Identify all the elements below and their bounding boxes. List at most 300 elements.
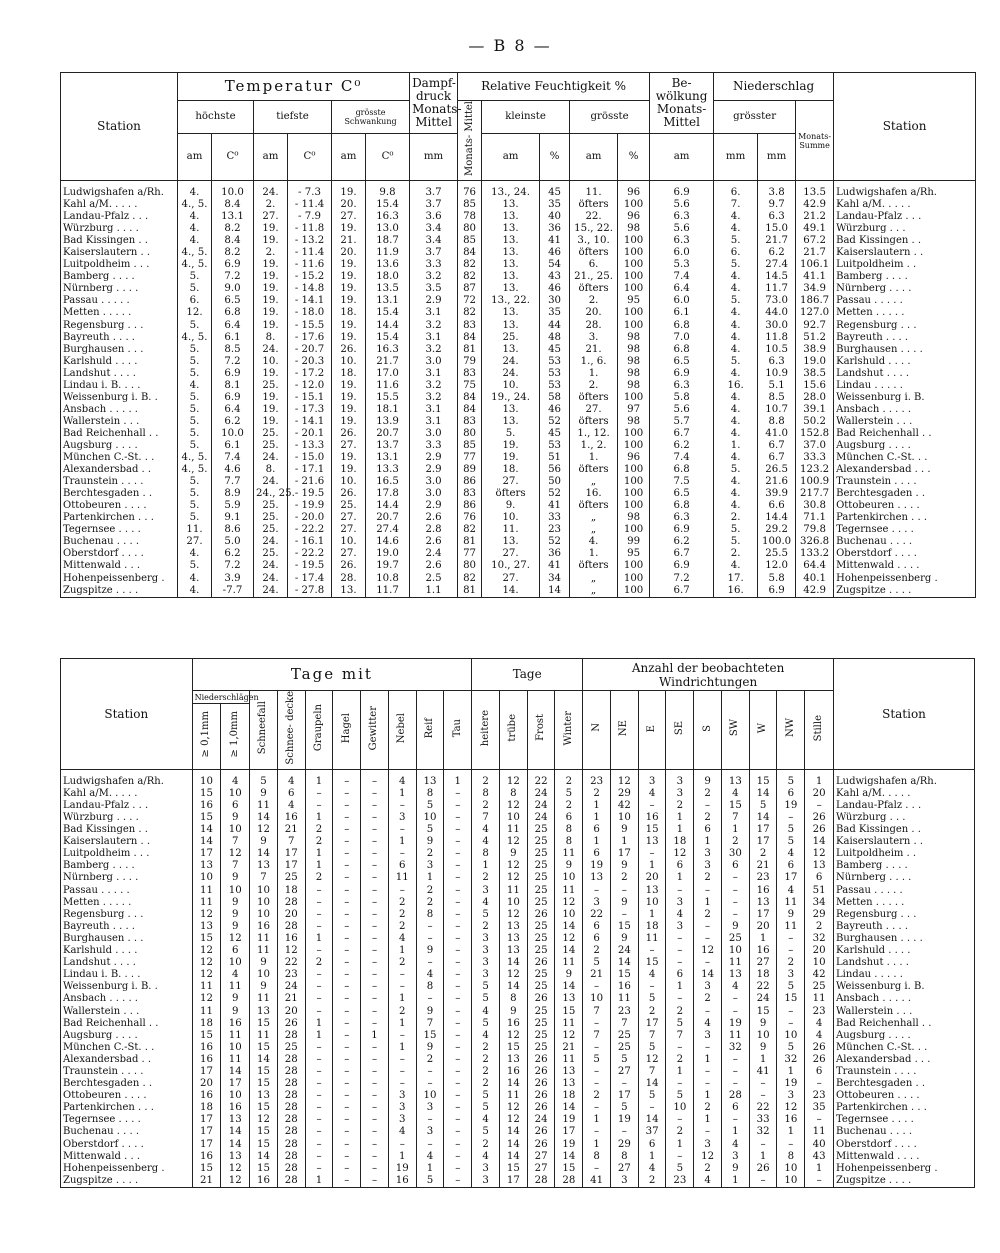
cell: 98 bbox=[618, 380, 650, 392]
cell: 25. bbox=[254, 428, 288, 440]
cell: 17. bbox=[714, 573, 758, 585]
cell: – bbox=[388, 1139, 416, 1151]
cell: 3. bbox=[570, 332, 618, 344]
cell: 20 bbox=[192, 1078, 221, 1090]
cell: 11 bbox=[221, 1030, 250, 1042]
station-name: Alexandersbad . . bbox=[61, 464, 178, 476]
cell: 89 bbox=[458, 464, 482, 476]
cell: 23 bbox=[805, 1006, 834, 1018]
station-name-right: Buchenau . . . . bbox=[834, 536, 976, 548]
cell: – bbox=[361, 1078, 389, 1090]
cell: 14 bbox=[499, 957, 527, 969]
cell: 22 bbox=[749, 1102, 777, 1114]
cell: 4 bbox=[694, 1018, 722, 1030]
cell: 4. bbox=[714, 283, 758, 295]
station-name-right: Landau-Pfalz . . . bbox=[834, 800, 975, 812]
t1-row bbox=[61, 356, 976, 368]
cell: 2 bbox=[472, 1042, 500, 1054]
cell: 19. bbox=[332, 392, 366, 404]
cell: 6 bbox=[277, 788, 305, 800]
cell: 7. bbox=[714, 199, 758, 211]
t1-row bbox=[61, 271, 976, 283]
cell: 13. bbox=[482, 235, 540, 247]
cell: – bbox=[388, 969, 416, 981]
station-name: Zugspitze . . . . bbox=[61, 585, 178, 598]
cell: 5. bbox=[714, 356, 758, 368]
cell: 17 bbox=[749, 824, 777, 836]
cell: 98 bbox=[618, 416, 650, 428]
cell: 2. bbox=[714, 512, 758, 524]
cell: 4 bbox=[221, 969, 250, 981]
station-name-right: Ottobeuren . . . . bbox=[834, 500, 976, 512]
schneedecke-label: Schnee- decke bbox=[285, 691, 297, 765]
reif-label: Reif bbox=[423, 717, 435, 738]
station-name: Ottobeuren . . . . bbox=[61, 1090, 193, 1102]
cell: 6 bbox=[666, 969, 694, 981]
t2-row bbox=[61, 1042, 975, 1054]
cell: 34 bbox=[540, 573, 570, 585]
cell: 32 bbox=[777, 1054, 805, 1066]
climate-table-days-wind bbox=[60, 658, 975, 1188]
cell: 2 bbox=[694, 872, 722, 884]
cell: 15 bbox=[638, 824, 666, 836]
cell: 83 bbox=[458, 488, 482, 500]
cell: 15.4 bbox=[366, 307, 410, 319]
cell: 19. bbox=[254, 320, 288, 332]
cell: – bbox=[361, 1102, 389, 1114]
cell: 16.5 bbox=[366, 476, 410, 488]
cell: 3 bbox=[472, 1175, 500, 1188]
cell: 84 bbox=[458, 332, 482, 344]
cell: 11 bbox=[250, 933, 278, 945]
cell: 5. bbox=[714, 464, 758, 476]
station-name: Buchenau . . . . bbox=[61, 1126, 193, 1138]
cell: 3 bbox=[472, 945, 500, 957]
cell: 6.8 bbox=[650, 500, 714, 512]
cell: 1 bbox=[777, 1126, 805, 1138]
cell: 25. bbox=[332, 500, 366, 512]
cell: 73.0 bbox=[758, 295, 796, 307]
cell: 2 bbox=[388, 909, 416, 921]
cell: 12 bbox=[221, 933, 250, 945]
cell: 16.3 bbox=[366, 211, 410, 223]
cell: 6 bbox=[805, 872, 834, 884]
cell: 7 bbox=[277, 836, 305, 848]
cell: 22 bbox=[583, 909, 611, 921]
cell: 127.0 bbox=[796, 307, 834, 319]
cell: – bbox=[444, 788, 472, 800]
cell: 12.0 bbox=[758, 560, 796, 572]
cell: 2 bbox=[583, 788, 611, 800]
cell: – bbox=[805, 1114, 834, 1126]
cell: 186.7 bbox=[796, 295, 834, 307]
cell: 19. bbox=[332, 181, 366, 200]
t1-row bbox=[61, 416, 976, 428]
cell: 8 bbox=[555, 836, 583, 848]
cell: 14 bbox=[694, 969, 722, 981]
cell: 5. bbox=[178, 416, 212, 428]
cell: 12 bbox=[555, 897, 583, 909]
cell: – bbox=[694, 1006, 722, 1018]
cell: – bbox=[444, 1151, 472, 1163]
station-name-right: Berchtesgaden . . bbox=[834, 488, 976, 500]
cell: 4 bbox=[777, 848, 805, 860]
cell: 7 bbox=[472, 812, 500, 824]
cell: 6.3 bbox=[650, 211, 714, 223]
station-name-right: Buchenau . . . . bbox=[834, 1126, 975, 1138]
t1-row bbox=[61, 368, 976, 380]
cell: 3.0 bbox=[410, 476, 458, 488]
cell: – bbox=[333, 921, 361, 933]
cell: 45 bbox=[540, 428, 570, 440]
cell: 10.8 bbox=[366, 573, 410, 585]
cell: – bbox=[333, 897, 361, 909]
cell: – bbox=[333, 788, 361, 800]
cell: 16 bbox=[610, 981, 638, 993]
cell: 14 bbox=[499, 1151, 527, 1163]
cell: 26. bbox=[332, 560, 366, 572]
cell: – bbox=[694, 921, 722, 933]
cell: 14 bbox=[555, 1151, 583, 1163]
cell: 3 bbox=[694, 1139, 722, 1151]
cell: 27. bbox=[482, 476, 540, 488]
cell: 15 bbox=[610, 921, 638, 933]
cell: 13 bbox=[221, 1151, 250, 1163]
cell: 6.6 bbox=[758, 500, 796, 512]
station-name-right: Ludwigshafen a/Rh. bbox=[834, 181, 976, 200]
cell: – bbox=[305, 1006, 333, 1018]
cell: 6.7 bbox=[650, 428, 714, 440]
cell: 7.7 bbox=[212, 476, 254, 488]
cell: – bbox=[444, 800, 472, 812]
cell: 12 bbox=[277, 945, 305, 957]
cell: 27. bbox=[482, 573, 540, 585]
station-name-right: Bad Kissingen . . bbox=[834, 235, 976, 247]
cell: 10 bbox=[666, 1102, 694, 1114]
cell: 27 bbox=[610, 1066, 638, 1078]
cell: – bbox=[361, 860, 389, 872]
cell: 3.6 bbox=[410, 211, 458, 223]
cell: 2 bbox=[472, 800, 500, 812]
station-name: Kahl a/M. . . . . bbox=[61, 788, 193, 800]
cell: 2 bbox=[721, 836, 749, 848]
cell: 6.7 bbox=[758, 440, 796, 452]
cell: – bbox=[388, 1054, 416, 1066]
cell: 9 bbox=[221, 1006, 250, 1018]
cell: – bbox=[416, 957, 444, 969]
cell: 28 bbox=[277, 1066, 305, 1078]
cell: 16 bbox=[192, 1054, 221, 1066]
cell: 28 bbox=[277, 1114, 305, 1126]
station-name: Hohenpeissenberg . bbox=[61, 1163, 193, 1175]
station-name: Regensburg . . . bbox=[61, 909, 193, 921]
cell: 5 bbox=[416, 800, 444, 812]
cell: 26 bbox=[805, 1042, 834, 1054]
cell: – bbox=[305, 993, 333, 1005]
cell: 5 bbox=[777, 769, 805, 788]
cell: - 15.0 bbox=[288, 452, 332, 464]
cell: 26 bbox=[527, 1078, 555, 1090]
cell: 19.0 bbox=[796, 356, 834, 368]
nw-label: NW bbox=[784, 718, 796, 738]
t1-row bbox=[61, 560, 976, 572]
cell: 7 bbox=[638, 1030, 666, 1042]
cell: 6.2 bbox=[212, 548, 254, 560]
cell: 6 bbox=[694, 824, 722, 836]
cell: – bbox=[583, 1126, 611, 1138]
cell: 5. bbox=[178, 392, 212, 404]
cell: – bbox=[638, 945, 666, 957]
cell: 14. bbox=[482, 585, 540, 598]
cell: 3 bbox=[388, 812, 416, 824]
cell: 123.2 bbox=[796, 464, 834, 476]
station-name: Augsburg . . . . bbox=[61, 1030, 193, 1042]
cell: – bbox=[583, 1018, 611, 1030]
cell: 11 bbox=[192, 981, 221, 993]
cell: – bbox=[333, 836, 361, 848]
station-name-right: Oberstdorf . . . . bbox=[834, 1139, 975, 1151]
cell: – bbox=[444, 1175, 472, 1188]
cell: 2 bbox=[472, 769, 500, 788]
cell: 18 bbox=[192, 1102, 221, 1114]
cell: 12 bbox=[499, 969, 527, 981]
header-kleinste: kleinste bbox=[482, 101, 570, 134]
cell: 4., 5. bbox=[178, 247, 212, 259]
t2-h-truebe bbox=[499, 691, 527, 770]
cell: - 13.2 bbox=[288, 235, 332, 247]
cell: 3 bbox=[694, 848, 722, 860]
cell: „ bbox=[570, 476, 618, 488]
cell: – bbox=[583, 1163, 611, 1175]
cell: 16 bbox=[749, 945, 777, 957]
cell: - 20.0 bbox=[288, 512, 332, 524]
cell: 43 bbox=[540, 271, 570, 283]
cell: 20 bbox=[638, 872, 666, 884]
graupeln-label: Graupeln bbox=[312, 704, 324, 752]
cell: 3 bbox=[416, 1102, 444, 1114]
cell: - 20.3 bbox=[288, 356, 332, 368]
cell: 4 bbox=[472, 897, 500, 909]
cell: – bbox=[333, 1114, 361, 1126]
cell: 7 bbox=[583, 1006, 611, 1018]
cell: - 11.6 bbox=[288, 259, 332, 271]
cell: – bbox=[388, 824, 416, 836]
t1-row bbox=[61, 452, 976, 464]
cell: 24., 25. bbox=[254, 488, 288, 500]
cell: 13 bbox=[721, 769, 749, 788]
cell: - 17.2 bbox=[288, 368, 332, 380]
cell: – bbox=[444, 969, 472, 981]
cell: 5 bbox=[416, 1175, 444, 1188]
cell: – bbox=[333, 824, 361, 836]
cell: 6.9 bbox=[650, 368, 714, 380]
cell: 13. bbox=[482, 259, 540, 271]
cell: 5.0 bbox=[212, 536, 254, 548]
t2-row bbox=[61, 1175, 975, 1188]
cell: 21 bbox=[277, 824, 305, 836]
cell: 2 bbox=[694, 812, 722, 824]
cell: - 15.1 bbox=[288, 392, 332, 404]
cell: 2.4 bbox=[410, 548, 458, 560]
cell: 19. bbox=[332, 332, 366, 344]
cell: 2.9 bbox=[410, 500, 458, 512]
station-name-right: Passau . . . . . bbox=[834, 885, 975, 897]
cell: 20. bbox=[332, 199, 366, 211]
cell: 8 bbox=[416, 788, 444, 800]
cell: – bbox=[333, 933, 361, 945]
cell: 3 bbox=[777, 1090, 805, 1102]
station-name-right: Würzburg . . . bbox=[834, 223, 976, 235]
t2-h-heitere bbox=[472, 691, 500, 770]
cell: 86 bbox=[458, 476, 482, 488]
cell: 5 bbox=[666, 1018, 694, 1030]
cell: 100.9 bbox=[796, 476, 834, 488]
cell: 16 bbox=[192, 1042, 221, 1054]
header-mm-1: mm bbox=[714, 133, 758, 181]
cell: 27. bbox=[254, 211, 288, 223]
cell: – bbox=[361, 1042, 389, 1054]
cell: – bbox=[610, 1078, 638, 1090]
cell: 13 bbox=[416, 769, 444, 788]
climate-table-temperature-humidity bbox=[60, 72, 976, 598]
cell: 3 bbox=[694, 860, 722, 872]
station-name: Oberstdorf . . . . bbox=[61, 548, 178, 560]
cell: 37.0 bbox=[796, 440, 834, 452]
station-name-right: Bad Kissingen . . bbox=[834, 824, 975, 836]
station-name-right: Bayreuth . . . . bbox=[834, 921, 975, 933]
cell: 21 bbox=[277, 993, 305, 1005]
cell: 15 bbox=[250, 1163, 278, 1175]
cell: 4 bbox=[416, 1151, 444, 1163]
cell: 18. bbox=[482, 464, 540, 476]
cell: 5 bbox=[472, 1102, 500, 1114]
cell: 6.9 bbox=[650, 560, 714, 572]
cell: - 11.4 bbox=[288, 247, 332, 259]
cell: 1 bbox=[305, 933, 333, 945]
cell: – bbox=[694, 957, 722, 969]
cell: – bbox=[361, 885, 389, 897]
t2-h-graupeln bbox=[305, 691, 333, 770]
cell: 39.1 bbox=[796, 404, 834, 416]
cell: - 15.5 bbox=[288, 320, 332, 332]
cell: 27. bbox=[178, 536, 212, 548]
station-name-right: Hohenpeissenberg . bbox=[834, 573, 976, 585]
cell: 21. bbox=[332, 235, 366, 247]
cell: 2 bbox=[583, 945, 611, 957]
cell: 6.9 bbox=[212, 259, 254, 271]
cell: 1 bbox=[305, 769, 333, 788]
header-pct-2: % bbox=[618, 133, 650, 181]
cell: – bbox=[361, 1090, 389, 1102]
cell: 1 bbox=[583, 812, 611, 824]
cell: 3 bbox=[388, 1090, 416, 1102]
cell: 13. bbox=[482, 536, 540, 548]
header-bewoelkung bbox=[650, 73, 714, 134]
cell: 6.8 bbox=[212, 307, 254, 319]
cell: 1 bbox=[305, 848, 333, 860]
cell: 2 bbox=[472, 872, 500, 884]
cell: – bbox=[333, 1054, 361, 1066]
cell: 20 bbox=[277, 909, 305, 921]
cell: 37 bbox=[638, 1126, 666, 1138]
header-dampfdruck bbox=[410, 73, 462, 134]
cell: 28 bbox=[277, 1175, 305, 1188]
cell: – bbox=[694, 1066, 722, 1078]
cell: 98 bbox=[618, 356, 650, 368]
cell: 10 bbox=[638, 897, 666, 909]
cell: – bbox=[361, 872, 389, 884]
cell: – bbox=[361, 848, 389, 860]
cell: 27 bbox=[527, 1151, 555, 1163]
station-name: Würzburg . . . . bbox=[61, 223, 178, 235]
cell: – bbox=[444, 945, 472, 957]
cell: – bbox=[333, 1163, 361, 1175]
cell: 100 bbox=[618, 235, 650, 247]
cell: 19. bbox=[332, 380, 366, 392]
cell: – bbox=[444, 885, 472, 897]
cell: 13. bbox=[482, 247, 540, 259]
cell: 5 bbox=[472, 1126, 500, 1138]
cell: 2.9 bbox=[410, 295, 458, 307]
cell: – bbox=[583, 981, 611, 993]
cell: 49.1 bbox=[796, 223, 834, 235]
cell: 14 bbox=[555, 945, 583, 957]
cell: 25. bbox=[254, 500, 288, 512]
t1-row bbox=[61, 199, 976, 211]
cell: 1 bbox=[583, 836, 611, 848]
cell: 28 bbox=[277, 1151, 305, 1163]
cell: 19. bbox=[332, 452, 366, 464]
cell: – bbox=[721, 1114, 749, 1126]
cell: 12 bbox=[499, 1114, 527, 1126]
cell: 8.1 bbox=[212, 380, 254, 392]
cell: 19. bbox=[254, 271, 288, 283]
cell: 80 bbox=[458, 223, 482, 235]
cell: 3 bbox=[472, 1163, 500, 1175]
cell: 28 bbox=[277, 1102, 305, 1114]
station-name: Ansbach . . . . . bbox=[61, 404, 178, 416]
station-name: Regensburg . . . bbox=[61, 320, 178, 332]
cell: 5.8 bbox=[650, 392, 714, 404]
cell: 4. bbox=[714, 344, 758, 356]
cell: – bbox=[333, 1126, 361, 1138]
cell: 12 bbox=[192, 957, 221, 969]
cell: 25.5 bbox=[758, 548, 796, 560]
cell: 10 bbox=[221, 957, 250, 969]
cell: – bbox=[666, 945, 694, 957]
header-station: Station bbox=[61, 73, 178, 181]
cell: 5 bbox=[638, 1090, 666, 1102]
cell: 3 bbox=[583, 897, 611, 909]
cell: - 17.6 bbox=[288, 332, 332, 344]
cell: 26 bbox=[277, 1018, 305, 1030]
cell: 9 bbox=[749, 1018, 777, 1030]
station-name-right: Burghausen . . . . bbox=[834, 344, 976, 356]
cell: 1. bbox=[570, 368, 618, 380]
t2-h-sw bbox=[721, 691, 749, 770]
cell: 17 bbox=[777, 872, 805, 884]
table2-body bbox=[61, 769, 975, 1187]
cell: 6.3 bbox=[758, 356, 796, 368]
cell: 15 bbox=[777, 993, 805, 1005]
cell: 7 bbox=[583, 1030, 611, 1042]
station-name: München C.-St. . . bbox=[61, 1042, 193, 1054]
cell: 3.4 bbox=[410, 235, 458, 247]
cell: 8 bbox=[610, 1151, 638, 1163]
cell: 8.4 bbox=[212, 199, 254, 211]
cell: 25 bbox=[527, 921, 555, 933]
header-groesste-schwankung: grösste Schwankung bbox=[332, 101, 410, 134]
